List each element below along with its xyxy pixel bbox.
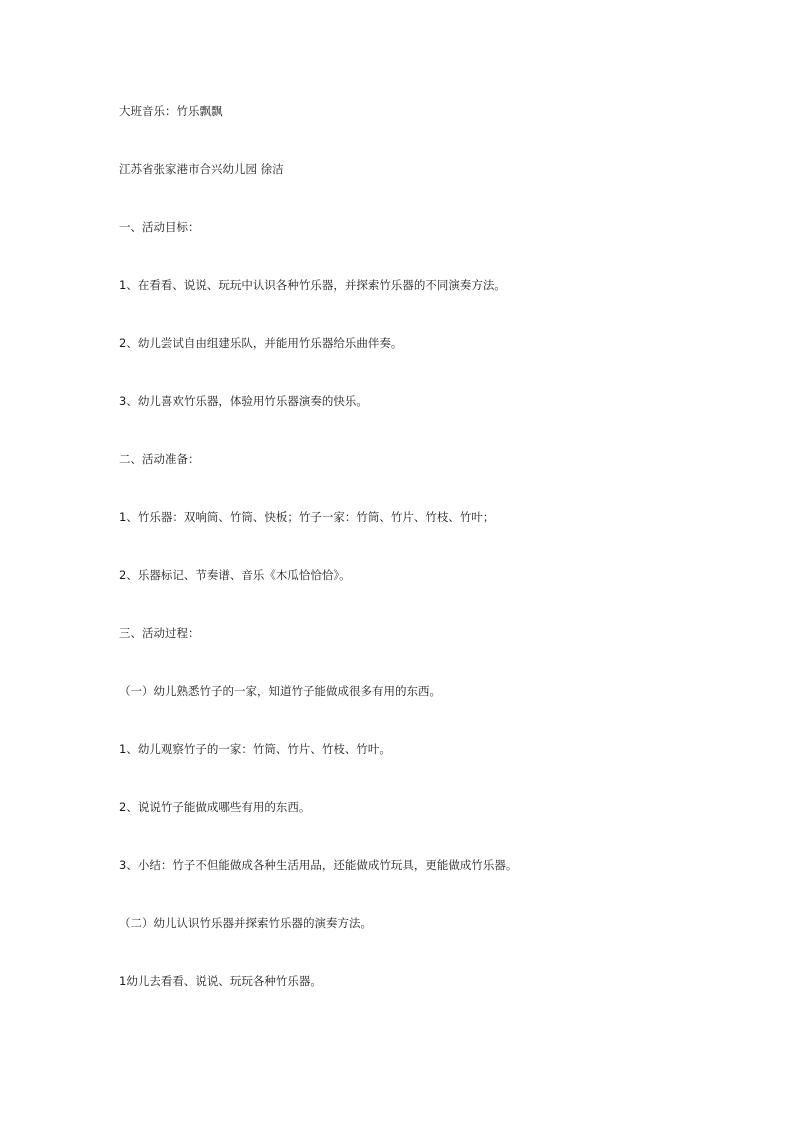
section-heading-objectives: 一、活动目标： — [119, 220, 200, 234]
document-title: 大班音乐：竹乐飘飘 — [119, 104, 223, 118]
author-line: 江苏省张家港市合兴幼儿园 徐洁 — [119, 162, 284, 176]
paragraph: 3、小结：竹子不但能做成各种生活用品，还能做成竹玩具，更能做成竹乐器。 — [119, 858, 518, 872]
paragraph: 2、说说竹子能做成哪些有用的东西。 — [119, 800, 311, 814]
paragraph: 1幼儿去看看、说说、玩玩各种竹乐器。 — [119, 974, 322, 988]
paragraph: 1、在看看、说说、玩玩中认识各种竹乐器，并探索竹乐器的不同演奏方法。 — [119, 278, 506, 292]
section-heading-process: 三、活动过程： — [119, 626, 200, 640]
paragraph: 1、竹乐器：双响筒、竹筒、快板；竹子一家：竹筒、竹片、竹枝、竹叶； — [119, 510, 495, 524]
subsection-heading: （一）幼儿熟悉竹子的一家，知道竹子能做成很多有用的东西。 — [119, 684, 441, 698]
paragraph: 3、幼儿喜欢竹乐器，体验用竹乐器演奏的快乐。 — [119, 394, 368, 408]
paragraph: 1、幼儿观察竹子的一家：竹筒、竹片、竹枝、竹叶。 — [119, 742, 391, 756]
section-heading-preparation: 二、活动准备： — [119, 452, 200, 466]
paragraph: 2、乐器标记、节奏谱、音乐《木瓜恰恰恰》。 — [119, 568, 351, 582]
subsection-heading: （二）幼儿认识竹乐器并探索竹乐器的演奏方法。 — [119, 916, 372, 930]
paragraph: 2、幼儿尝试自由组建乐队，并能用竹乐器给乐曲伴奏。 — [119, 336, 403, 350]
